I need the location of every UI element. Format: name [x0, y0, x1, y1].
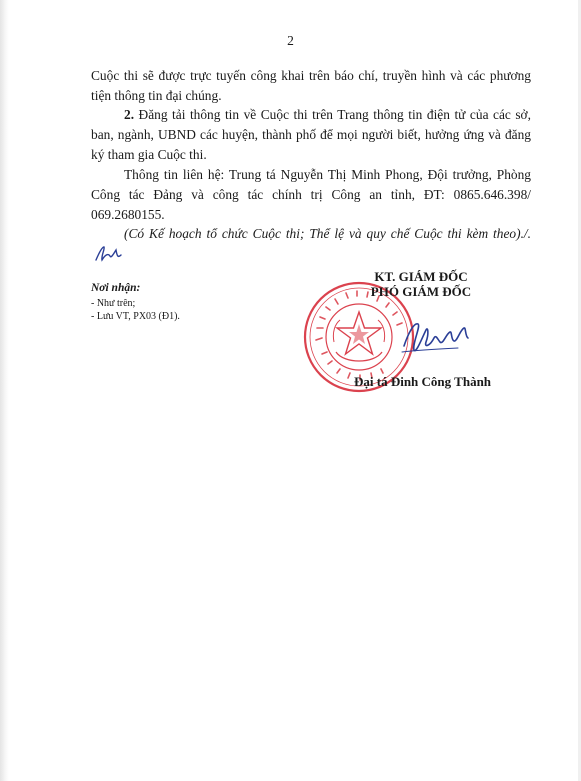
recipients-block — [91, 282, 180, 323]
paragraph-2-number: 2. — [124, 107, 135, 122]
initials-signature-icon — [93, 244, 123, 264]
attachment-note — [91, 224, 531, 264]
recipient-item: - Như trên; — [91, 298, 136, 309]
attachment-note-text: (Có Kế hoạch tổ chức Cuộc thi; Thể lệ và quy chế Cuộc thi kèm theo)./. — [124, 226, 531, 241]
signer-name: Đại tá Đinh Công Thành — [354, 374, 492, 389]
recipient-item: - Lưu VT, PX03 (Đ1). — [91, 310, 180, 322]
signature-role-line-1: KT. GIÁM ĐỐC — [374, 269, 468, 284]
paragraph-1: Cuộc thi sẽ được trực tuyến công khai trên báo chí, truyền hình và các phương tiện thông tin đại chúng. — [91, 68, 531, 103]
paragraph-3: Thông tin liên hệ: Trung tá Nguyễn Thị Minh Phong, Đội trưởng, Phòng Công tác Đảng và công tác chính trị Công an tỉnh, ĐT: 0865.646.398/ 069.2680155. — [91, 167, 531, 222]
paragraph-2-text: Đăng tải thông tin về Cuộc thi trên Trang thông tin điện tử của các sở, ban, ngành, UBND các huyện, thành phố để mọi người biết, hưởng ứng và đăng ký tham gia Cuộc thi. — [91, 107, 531, 162]
paragraph-2 — [91, 105, 531, 165]
scan-edge-left — [0, 0, 9, 781]
signature-role-line-2: PHÓ GIÁM ĐỐC — [370, 284, 472, 299]
recipients-title: Nơi nhận: — [91, 282, 141, 294]
handwritten-signature-icon — [398, 316, 474, 360]
signature-block — [336, 269, 506, 299]
page-number: 2 — [287, 33, 294, 48]
